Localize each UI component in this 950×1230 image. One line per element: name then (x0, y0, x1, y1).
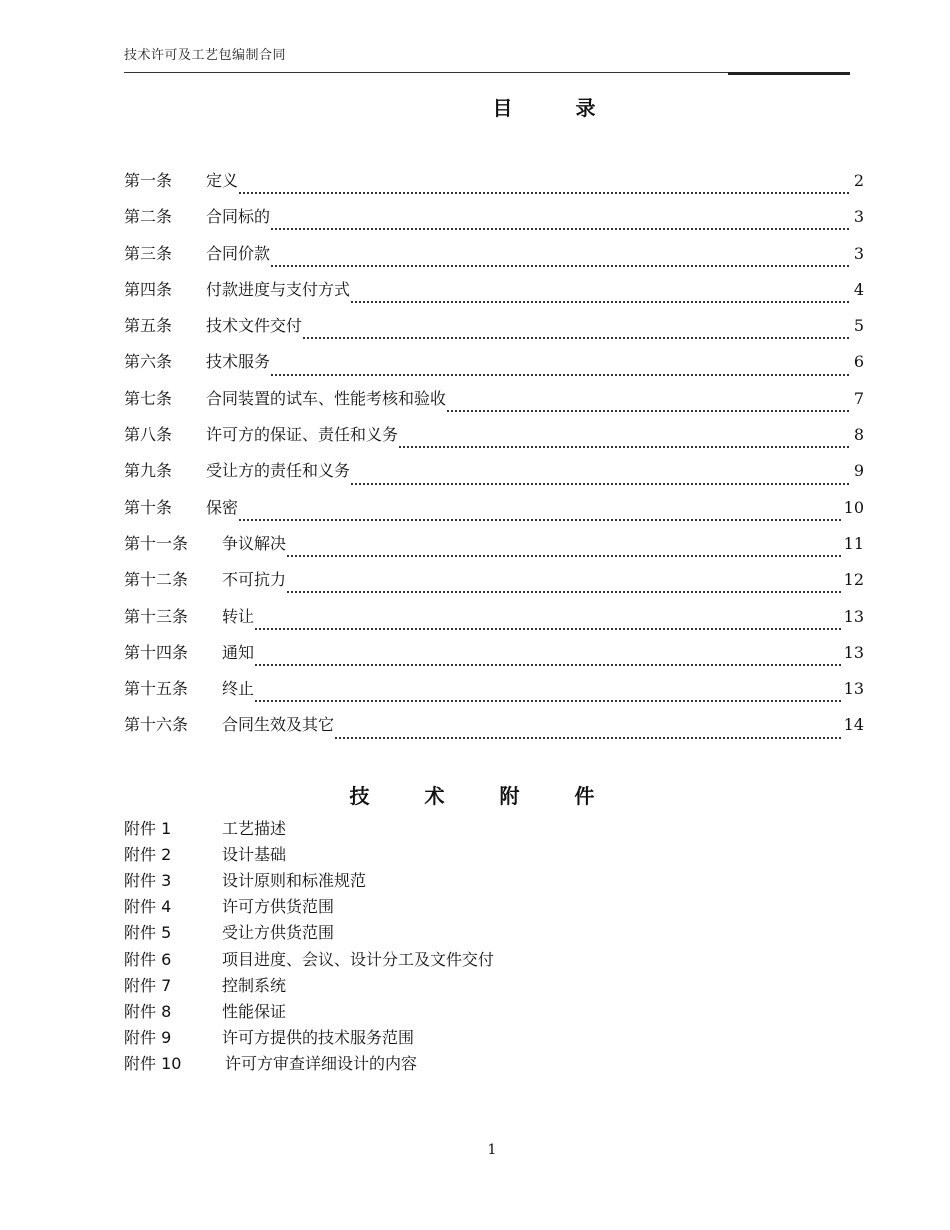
attachment-title: 项目进度、会议、设计分工及文件交付 (222, 949, 495, 969)
toc-entry-title: 保密 (206, 497, 239, 517)
toc-entry-page: 5 (853, 316, 864, 336)
toc-entry[interactable] (124, 567, 864, 603)
toc-entry[interactable] (124, 712, 864, 748)
attachment-title: 许可方供货范围 (222, 897, 335, 917)
attachment-item[interactable] (124, 997, 494, 1023)
toc-entry[interactable] (124, 349, 864, 385)
toc-entry-number: 第十六条 (124, 715, 189, 735)
attachments-list (124, 814, 494, 1076)
toc-entry-number: 第二条 (124, 207, 173, 227)
dot-leader (271, 228, 849, 230)
toc-entry-title: 转让 (222, 606, 255, 626)
attachments-title: 技 术 附 件 (349, 784, 619, 808)
attachment-number: 附件 10 (124, 1054, 182, 1074)
toc-entry-number: 第六条 (124, 352, 173, 372)
toc-entry[interactable] (124, 676, 864, 712)
toc-entry-page: 13 (843, 679, 864, 699)
attachment-number: 附件 9 (124, 1028, 172, 1048)
toc-entry-title: 技术文件交付 (206, 316, 303, 336)
attachment-number: 附件 8 (124, 1001, 172, 1021)
toc-entry-page: 3 (853, 207, 864, 227)
dot-leader (239, 519, 841, 521)
dot-leader (447, 410, 849, 412)
attachment-number: 附件 2 (124, 844, 172, 864)
dot-leader (287, 555, 841, 557)
attachment-number: 附件 4 (124, 897, 172, 917)
toc-entry-number: 第十四条 (124, 642, 189, 662)
toc-entry-title: 合同装置的试车、性能考核和验收 (206, 388, 447, 408)
header-rule-accent (728, 72, 850, 75)
toc-entry-number: 第十一条 (124, 533, 189, 553)
toc-entry-page: 4 (853, 279, 864, 299)
dot-leader (287, 591, 841, 593)
dot-leader (303, 337, 849, 339)
toc-entry-page: 12 (843, 570, 864, 590)
toc-entry-title: 付款进度与支付方式 (206, 279, 351, 299)
toc-entry-number: 第七条 (124, 388, 173, 408)
toc-entry-title: 不可抗力 (222, 570, 287, 590)
attachment-number: 附件 1 (124, 818, 172, 838)
toc-entry[interactable] (124, 422, 864, 458)
attachment-item[interactable] (124, 945, 494, 971)
toc-entry-page: 7 (853, 388, 864, 408)
toc-entry[interactable] (124, 531, 864, 567)
toc-entry-title: 许可方的保证、责任和义务 (206, 425, 399, 445)
attachment-item[interactable] (124, 893, 494, 919)
toc-entry[interactable] (124, 495, 864, 531)
dot-leader (255, 664, 841, 666)
attachment-title: 控制系统 (222, 975, 287, 995)
toc-entry[interactable] (124, 640, 864, 676)
toc-entry-page: 9 (853, 461, 864, 481)
dot-leader (255, 700, 841, 702)
toc-entry[interactable] (124, 204, 864, 240)
toc-entry-page: 13 (843, 606, 864, 626)
attachment-title: 设计原则和标准规范 (222, 870, 367, 890)
attachment-item[interactable] (124, 919, 494, 945)
toc-entry-title: 合同标的 (206, 207, 271, 227)
toc-entry-number: 第四条 (124, 279, 173, 299)
toc-entry-title: 争议解决 (222, 533, 287, 553)
toc-entry[interactable] (124, 458, 864, 494)
page-number: 1 (487, 1142, 497, 1158)
toc-entry-number: 第九条 (124, 461, 173, 481)
attachment-item[interactable] (124, 814, 494, 840)
toc-entry-number: 第三条 (124, 243, 173, 263)
toc-entry-number: 第十条 (124, 497, 173, 517)
toc-entry-page: 6 (853, 352, 864, 372)
dot-leader (271, 374, 849, 376)
table-of-contents (124, 168, 864, 749)
toc-entry-number: 第十三条 (124, 606, 189, 626)
attachment-number: 附件 7 (124, 975, 172, 995)
toc-entry[interactable] (124, 168, 864, 204)
attachment-title: 许可方提供的技术服务范围 (222, 1028, 415, 1048)
attachment-title: 性能保证 (222, 1001, 287, 1021)
attachment-title: 许可方审查详细设计的内容 (225, 1054, 418, 1074)
attachment-title: 设计基础 (222, 844, 287, 864)
toc-entry-number: 第八条 (124, 425, 173, 445)
toc-entry-title: 通知 (222, 642, 255, 662)
attachment-item[interactable] (124, 1050, 494, 1076)
toc-title: 目 录 (492, 96, 624, 120)
attachment-title: 工艺描述 (222, 818, 287, 838)
toc-entry-number: 第十五条 (124, 679, 189, 699)
toc-entry-title: 合同价款 (206, 243, 271, 263)
toc-entry-page: 10 (843, 497, 864, 517)
attachment-number: 附件 6 (124, 949, 172, 969)
dot-leader (399, 446, 849, 448)
toc-entry-title: 合同生效及其它 (222, 715, 335, 735)
attachment-item[interactable] (124, 971, 494, 997)
toc-entry-number: 第一条 (124, 171, 173, 190)
toc-entry-page: 11 (843, 533, 864, 553)
dot-leader (351, 301, 849, 303)
dot-leader (351, 483, 849, 485)
toc-entry-page: 13 (843, 642, 864, 662)
toc-entry[interactable] (124, 277, 864, 313)
attachment-title: 受让方供货范围 (222, 923, 335, 943)
toc-entry[interactable] (124, 241, 864, 277)
attachment-number: 附件 3 (124, 870, 172, 890)
toc-entry[interactable] (124, 313, 864, 349)
toc-entry-page: 14 (843, 715, 864, 735)
toc-entry-page: 2 (853, 171, 864, 190)
dot-leader (335, 737, 841, 739)
attachment-item[interactable] (124, 866, 494, 892)
toc-entry-title: 终止 (222, 679, 255, 699)
dot-leader (255, 628, 841, 630)
toc-entry-number: 第五条 (124, 316, 173, 336)
attachment-item[interactable] (124, 1024, 494, 1050)
toc-entry-title: 受让方的责任和义务 (206, 461, 351, 481)
toc-entry-title: 定义 (206, 171, 239, 190)
toc-entry-page: 8 (853, 425, 864, 445)
toc-entry-number: 第十二条 (124, 570, 189, 590)
dot-leader (271, 265, 849, 267)
toc-entry[interactable] (124, 604, 864, 640)
toc-entry-page: 3 (853, 243, 864, 263)
attachment-item[interactable] (124, 840, 494, 866)
attachment-number: 附件 5 (124, 923, 172, 943)
toc-entry-title: 技术服务 (206, 352, 271, 372)
toc-entry[interactable] (124, 386, 864, 422)
running-header: 技术许可及工艺包编制合同 (124, 48, 287, 63)
dot-leader (239, 192, 849, 194)
